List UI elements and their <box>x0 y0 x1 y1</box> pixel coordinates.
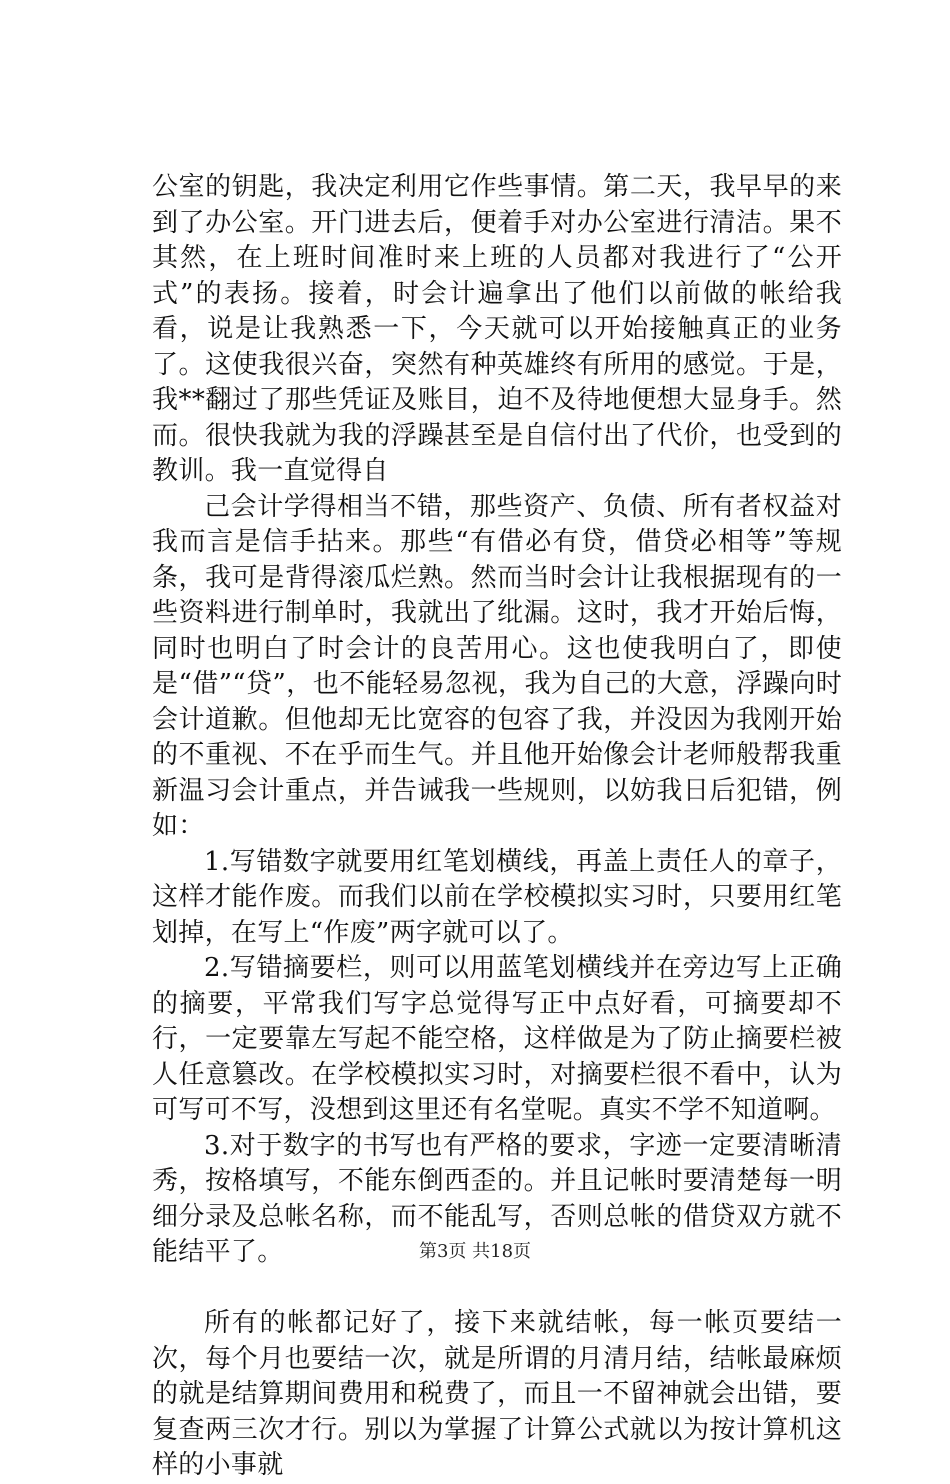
paragraph-continuation: 公室的钥匙，我决定利用它作些事情。第二天，我早早的来到了办公室。开门进去后，便着手对办公室进行清洁。果不其然，在上班时间准时来上班的人员都对我进行了“公开式”的表扬。接着，时会计遍拿出了他们以前做的帐给我看，说是让我熟悉一下，今天就可以开始接触真正的业务了。这使我很兴奋，突然有种英雄终有所用的感觉。于是，我**翻过了那些凭证及账目，迫不及待地便想大显身手。然而。很快我就为我的浮躁甚至是自信付出了代价，也受到的教训。我一直觉得自 <box>152 172 842 486</box>
paragraph-rule-1: 1.写错数字就要用红笔划横线，再盖上责任人的章子，这样才能作废。而我们以前在学校模拟实习时，只要用红笔划掉，在写上“作废”两字就可以了。 <box>152 846 842 948</box>
document-body <box>152 170 842 1484</box>
paragraph-accounting-mistake: 己会计学得相当不错，那些资产、负债、所有者权益对我而言是信手拈来。那些“有借必有贷，借贷必相等”等规条，我可是背得滚瓜烂熟。然而当时会计让我根据现有的一些资料进行制单时，我就出了纰漏。这时，我才开始后悔，同时也明白了时会计的良苦用心。这也使我明白了，即使是“借”“贷”，也不能轻易忽视，我为自己的大意，浮躁向时会计道歉。但他却无比宽容的包容了我，并没因为我刚开始的不重视、不在乎而生气。并且他开始像会计老师般帮我重新温习会计重点，并告诫我一些规则，以妨我日后犯错，例如： <box>152 491 842 841</box>
page-number-footer: 第3页 共18页 <box>418 1241 532 1262</box>
paragraph-rule-2: 2.写错摘要栏，则可以用蓝笔划横线并在旁边写上正确的摘要，平常我们写字总觉得写正中点好看，可摘要却不行，一定要靠左写起不能空格，这样做是为了防止摘要栏被人任意篡改。在学校模拟实习时，对摘要栏很不看中，认为可写可不写，没想到这里还有名堂呢。真实不学不知道啊。 <box>152 953 842 1125</box>
paragraph-rule-3: 3.对于数字的书写也有严格的要求，字迹一定要清晰清秀，按格填写，不能东倒西歪的。并且记帐时要清楚每一明细分录及总帐名称，而不能乱写，否则总帐的借贷双方就不能结平了。 <box>152 1130 842 1267</box>
paragraph-spacer <box>152 1271 842 1307</box>
paragraph-closing-accounts: 所有的帐都记好了，接下来就结帐，每一帐页要结一次，每个月也要结一次，就是所谓的月清月结，结帐最麻烦的就是结算期间费用和税费了，而且一不留神就会出错，要复查两三次才行。别以为掌握了计算公式就以为按计算机这样的小事就 <box>152 1308 842 1480</box>
